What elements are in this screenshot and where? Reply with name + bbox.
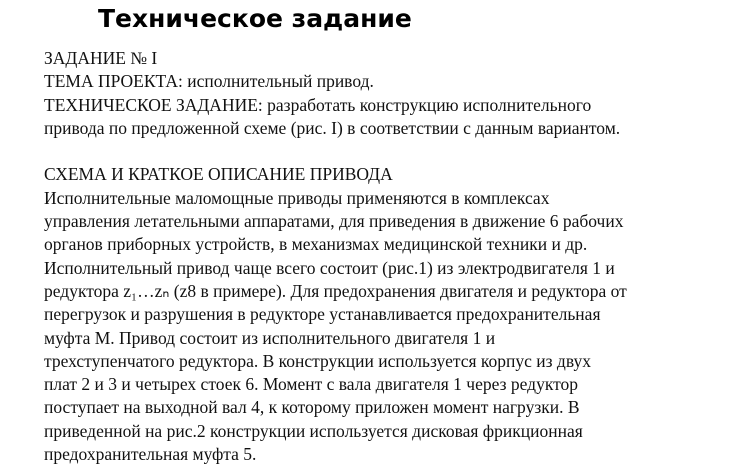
description-line: предохранительная муфта 5. (44, 444, 257, 465)
spec-line: привода по предложенной схеме (рис. I) в соответствии с данным вариантом. (44, 117, 621, 138)
description-line: органов приборных устройств, в механизмах медицинской техники и др. (44, 234, 588, 255)
description-line: управления летательными аппаратами, для приведения в движение 6 рабочих (44, 211, 624, 232)
description-line: редуктора z₁…zₙ (z8 в примере). Для предохранения двигателя и редуктора от (44, 280, 627, 301)
assignment-number: ЗАДАНИЕ № I (44, 48, 158, 68)
section-heading: СХЕМА И КРАТКОЕ ОПИСАНИЕ ПРИВОДА (44, 164, 393, 185)
description-line: трехступенчатого редуктора. В конструкции используется корпус из двух (44, 350, 591, 371)
description-line: поступает на выходной вал 4, к которому приложен момент нагрузки. В (44, 397, 580, 418)
spec-line: ТЕХНИЧЕСКОЕ ЗАДАНИЕ: разработать конструкцию исполнительного (44, 94, 592, 115)
description-line: Исполнительный привод чаще всего состоит (рис.1) из электродвигателя 1 и (44, 257, 615, 278)
page-title: Техническое задание (98, 4, 412, 33)
description-line: плат 2 и 3 и четырех стоек 6. Момент с вала двигателя 1 через редуктор (44, 374, 579, 395)
project-topic: ТЕМА ПРОЕКТА: исполнительный привод. (44, 71, 374, 92)
document-body (44, 47, 750, 466)
description-line: приведенной на рис.2 конструкции используется дисковая фрикционная (44, 420, 583, 441)
description-line: Исполнительные маломощные приводы применяются в комплексах (44, 187, 550, 208)
paragraph-gap (44, 140, 750, 163)
description-line: перегрузок и разрушения в редукторе устанавливается предохранительная (44, 304, 601, 325)
description-line: муфта М. Привод состоит из исполнительного двигателя 1 и (44, 327, 496, 348)
